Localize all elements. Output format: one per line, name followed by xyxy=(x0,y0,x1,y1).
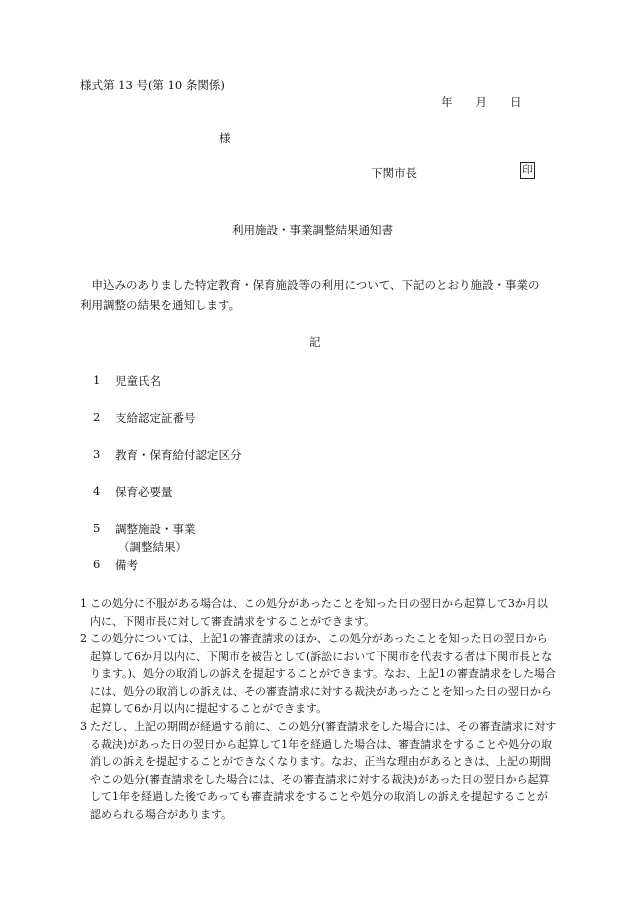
document-title: 利用施設・事業調整結果通知書 xyxy=(232,223,393,237)
item-number: 4 xyxy=(93,484,101,498)
note-text: この処分については、上記1の審査請求のほか、この処分があったことを知った日の翌日から起算して6か月以内に、下関市を被告として(訴訟において下関市を代表する者は下関市長となります。)、処分の取消しの訴えを提起することができます。なお、上記1の審査請求をした場合には、処分の取消しの訴えは、その審査請求に対する裁決があったことを知った日の翌日から起算して6か月以内に提起することができます。 xyxy=(90,632,557,716)
item-label-certification-category: 教育・保育給付認定区分 xyxy=(115,448,242,462)
item-sublabel-result: （調整結果） xyxy=(118,540,187,554)
note-number: 2 xyxy=(80,632,87,645)
note-text: ただし、上記の期間が経過する前に、この処分(審査請求をした場合には、その審査請求に対する裁決)があった日の翌日から起算して1年を経過した場合は、審査請求をすることや処分の取消しの訴えを提起することができなくなります。なお、正当な理由があるときは、上記の期間やこの処分(審査請求をした場合には、その審査請求に対する裁決)があった日の翌日から起算して1年を経過した後であっても審査請求をすることや処分の取消しの訴えを提起することが認められる場合があります。 xyxy=(90,720,557,821)
body-text: 申込みのありました特定教育・保育施設等の利用について、下記のとおり施設・事業の利用調整の結果を通知します。 xyxy=(80,278,540,312)
item-label-required-care: 保育必要量 xyxy=(115,485,173,499)
item-number: 3 xyxy=(93,447,101,461)
seal-mark: 印 xyxy=(520,162,535,179)
note-3 xyxy=(80,718,558,824)
item-label-remarks: 備考 xyxy=(115,558,138,572)
item-number: 6 xyxy=(93,557,101,571)
ki-label: 記 xyxy=(309,335,321,349)
item-number: 5 xyxy=(93,521,101,535)
item-label-child-name: 児童氏名 xyxy=(115,374,161,388)
note-text: この処分に不服がある場合は、この処分があったことを知った日の翌日から起算して3か月以内に、下関市長に対して審査請求をすることができます。 xyxy=(90,597,548,628)
item-number: 2 xyxy=(93,410,101,424)
note-2 xyxy=(80,630,558,718)
recipient-suffix: 様 xyxy=(219,131,231,145)
form-number: 様式第 13 号(第 10 条関係) xyxy=(80,78,225,92)
note-number: 1 xyxy=(80,597,87,610)
note-number: 3 xyxy=(80,720,87,733)
item-number: 1 xyxy=(93,373,101,387)
item-label-facility: 調整施設・事業 xyxy=(115,522,196,536)
item-label-certificate-number: 支給認定証番号 xyxy=(115,411,196,425)
sender-name: 下関市長 xyxy=(371,166,417,180)
note-1 xyxy=(80,595,558,630)
date-line: 年 月 日 xyxy=(441,95,522,109)
